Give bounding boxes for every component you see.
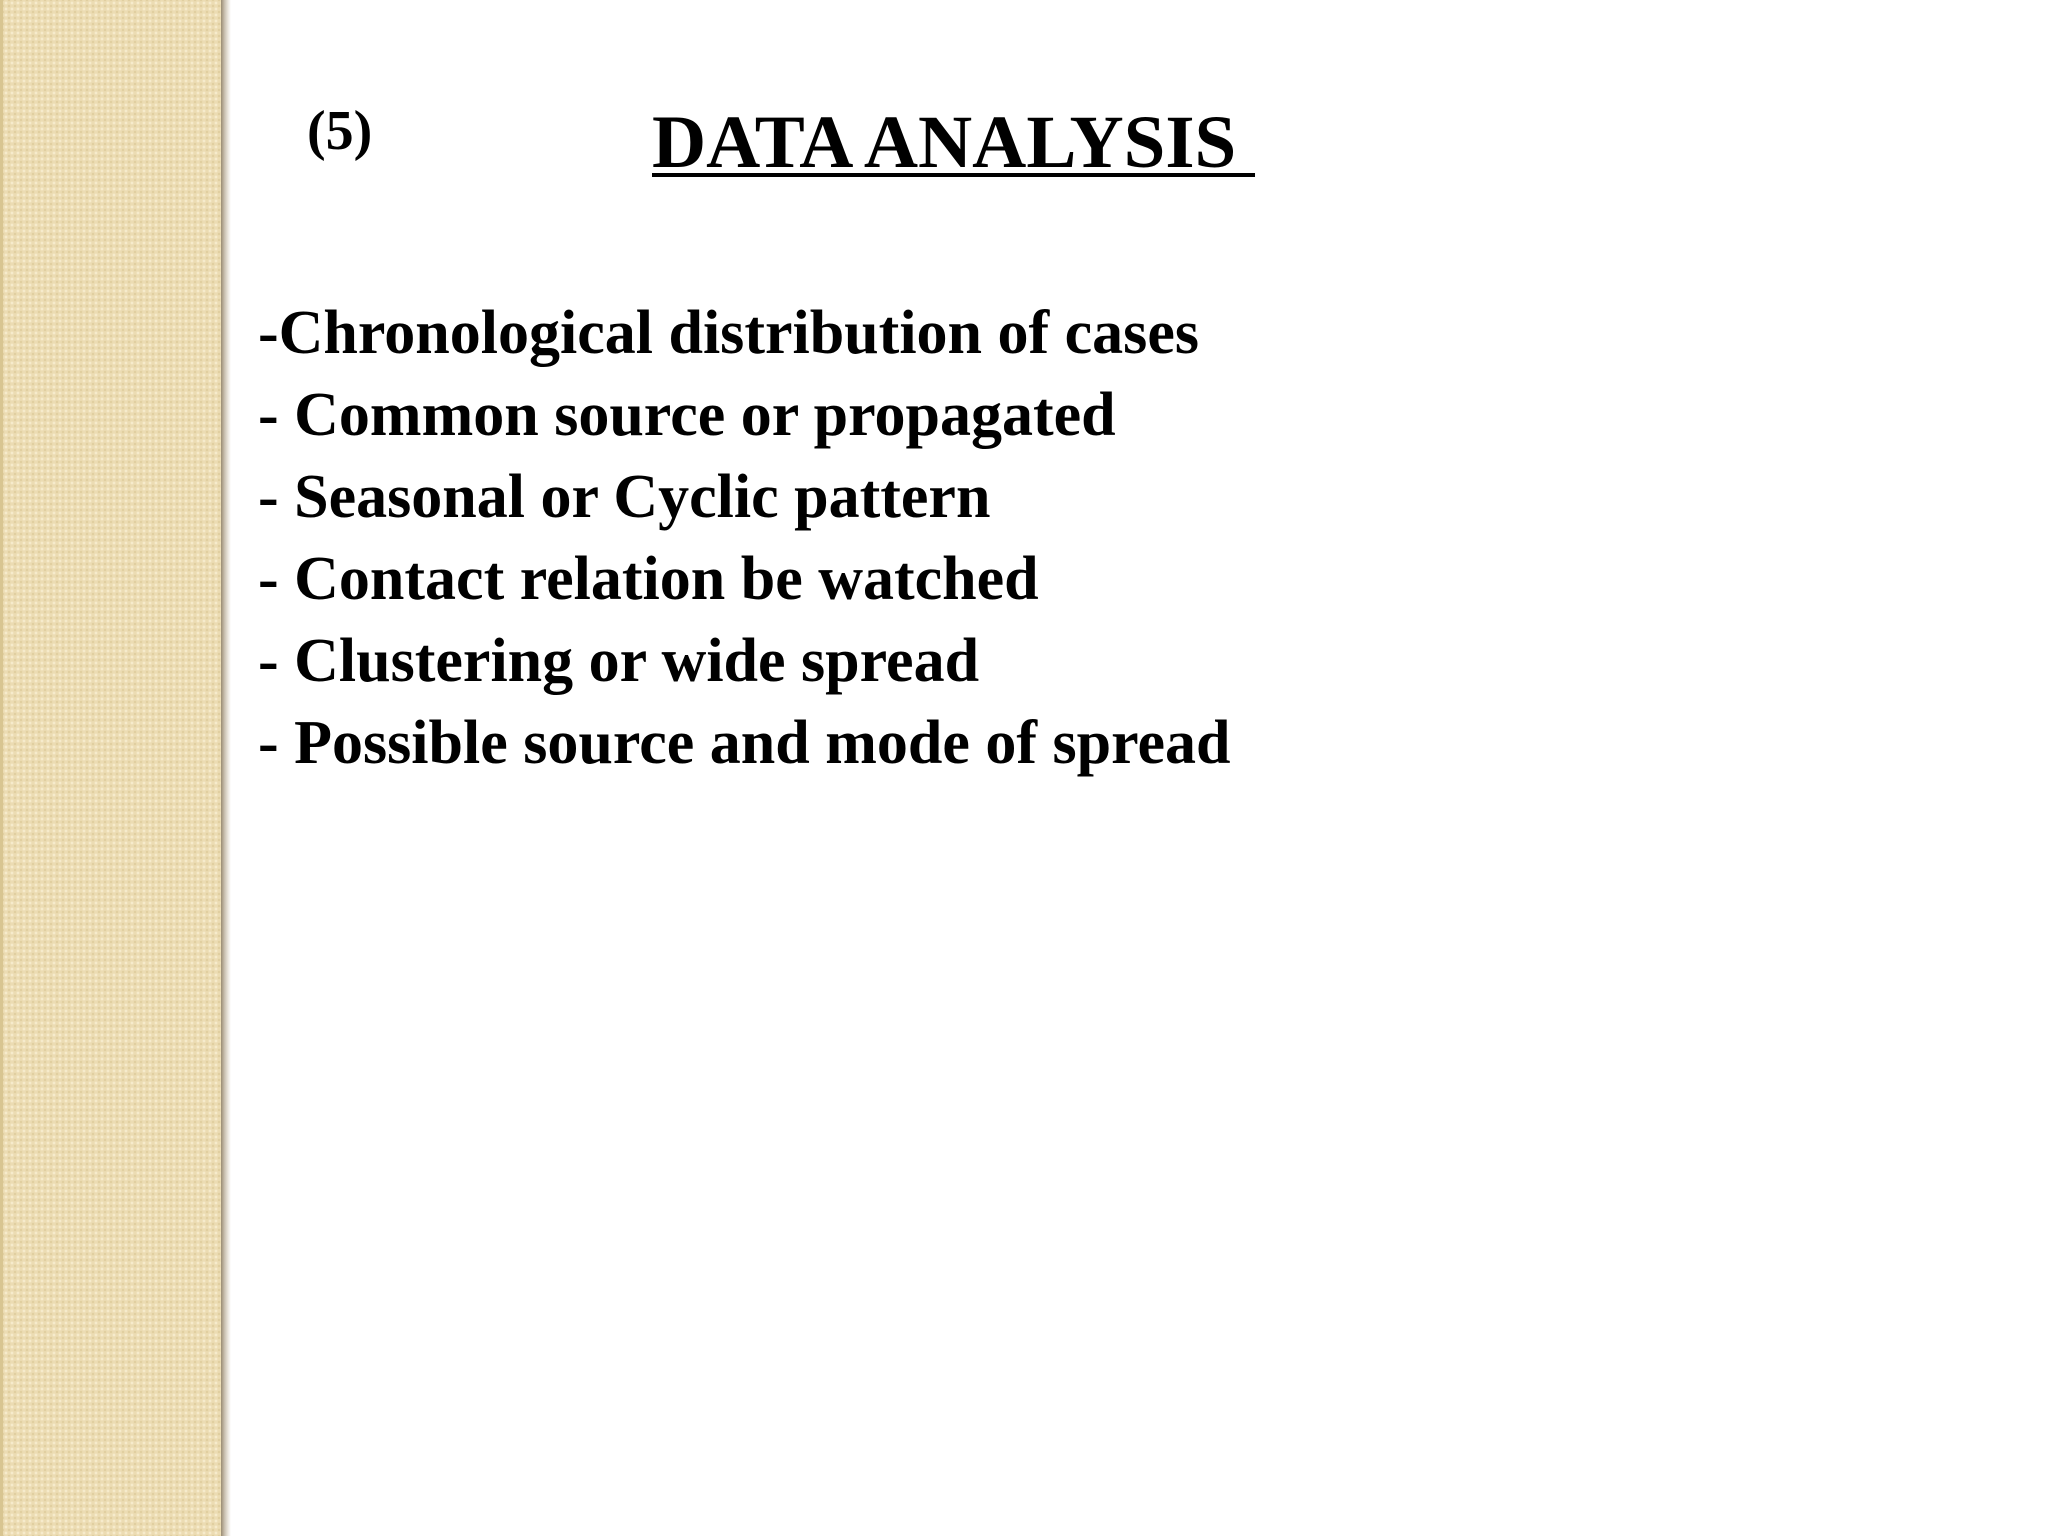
bullet-item: - Contact relation be watched [258,545,1039,613]
bullet-list [258,292,1231,784]
bullet-item: - Common source or propagated [258,381,1116,449]
slide-number: (5) [307,100,373,162]
bullet-item: - Clustering or wide spread [258,627,980,695]
slide-title: DATA ANALYSIS [652,101,1256,184]
bullet-item: -Chronological distribution of cases [258,299,1199,367]
decorative-side-panel [0,0,221,1536]
bullet-item: - Possible source and mode of spread [258,709,1231,777]
side-panel-shadow [221,0,231,1536]
bullet-item: - Seasonal or Cyclic pattern [258,463,991,531]
